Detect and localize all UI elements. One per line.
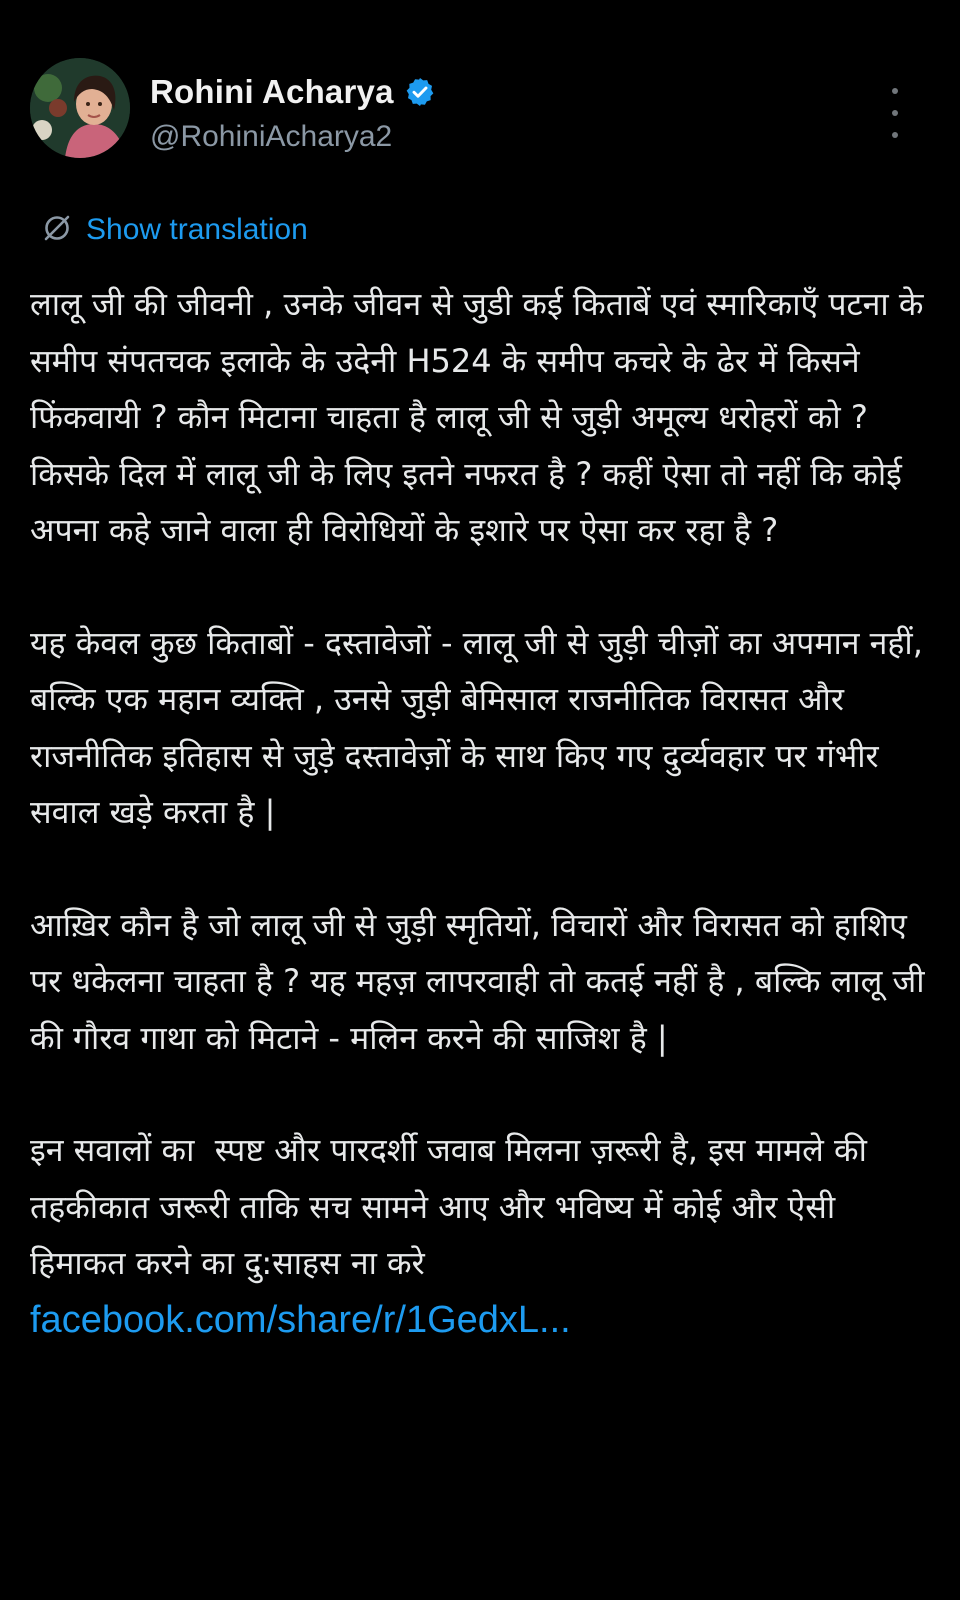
user-handle[interactable]: @RohiniAcharya2 <box>150 120 393 153</box>
more-vertical-icon-dot <box>892 132 898 138</box>
name-row <box>150 70 436 114</box>
translate-icon <box>42 213 72 247</box>
tweet-paragraph: यह केवल कुछ किताबों - दस्तावेजों - लालू जी से जुड़ी चीज़ों का अपमान नहीं, बल्कि एक महान व्यक्ति , उनसे जुड़ी बेमिसाल राजनीतिक विरासत और राजनीतिक इतिहास से जुड़े दस्तावेज़ों के साथ किए गए दुर्व्यवहार पर गंभीर सवाल खड़े करता है | <box>30 623 934 831</box>
verified-badge-icon <box>404 76 436 108</box>
avatar[interactable] <box>30 58 130 158</box>
more-vertical-icon <box>892 88 898 94</box>
tweet-text <box>30 276 935 1349</box>
show-translation-label: Show translation <box>86 213 308 246</box>
more-vertical-icon-dot <box>892 110 898 116</box>
tweet-paragraph: इन सवालों का स्पष्ट और पारदर्शी जवाब मिलना ज़रूरी है, इस मामले की तहकीकात जरूरी ताकि सच सामने आए और भविष्य में कोई और ऐसी हिमाकत करने का दु:साहस ना करे <box>30 1131 878 1282</box>
more-options-button[interactable] <box>880 88 910 138</box>
tweet-paragraph: लालू जी की जीवनी , उनके जीवन से जुडी कई किताबें एवं स्मारिकाएँ पटना के समीप संपतचक इलाके के उदेनी H524 के समीप कचरे के ढेर में किसने फिंकवायी ? कौन मिटाना चाहता है लालू जी से जुड़ी अमूल्य धरोहरों को ? किसके दिल में लालू जी के लिए इतने नफरत है ? कहीं ऐसा तो नहीं कि कोई अपना कहे जाने वाला ही विरोधियों के इशारे पर ऐसा कर रहा है ? <box>30 285 934 549</box>
facebook-link[interactable]: facebook.com/share/r/1GedxL... <box>30 1298 571 1341</box>
display-name[interactable]: Rohini Acharya <box>150 73 394 110</box>
show-translation-button[interactable] <box>42 210 308 250</box>
tweet-header <box>30 58 930 168</box>
tweet-paragraph: आख़िर कौन है जो लालू जी से जुड़ी स्मृतियों, विचारों और विरासत को हाशिए पर धकेलना चाहता है ? यह महज़ लापरवाही तो कतई नहीं है , बल्कि लालू जी की गौरव गाथा को मिटाने - मलिन करने की साजिश है | <box>30 905 935 1057</box>
